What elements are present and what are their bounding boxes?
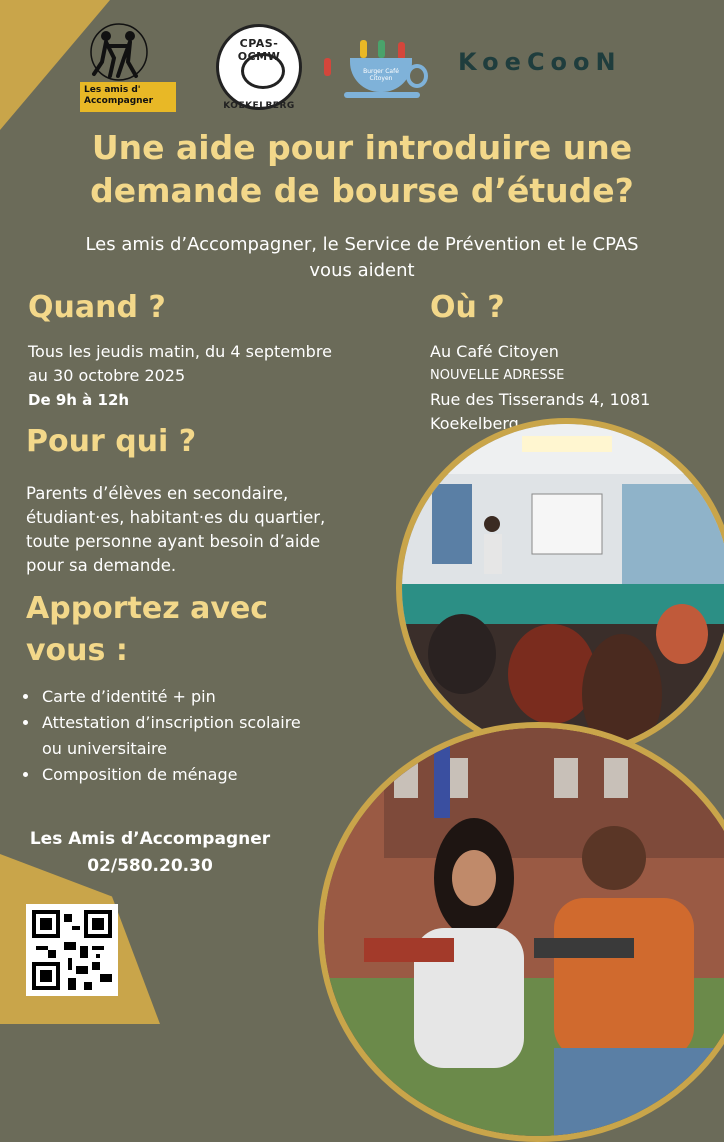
- list-item: • Carte d’identité + pin: [40, 684, 301, 710]
- bring-list: [18, 684, 301, 788]
- amis-logo-label: Les amis d' Accompagner: [80, 82, 176, 112]
- people-icon: [84, 22, 154, 82]
- students-illustration: [324, 728, 724, 1142]
- cpas-logo: [216, 24, 302, 110]
- where-details: Au Café Citoyen NOUVELLE ADRESSE Rue des Tisserands 4, 1081 Koekelberg: [430, 342, 651, 433]
- amis-accompagner-logo: [80, 22, 176, 112]
- qr-code[interactable]: [26, 904, 118, 996]
- subtitle: Les amis d’Accompagner, le Service de Prévention et le CPAS vous aident: [85, 234, 639, 281]
- qr-code-icon: [32, 910, 112, 990]
- cup-handle-icon: [406, 64, 428, 88]
- list-item: ou universitaire: [42, 739, 168, 758]
- cpas-logo-top: CPAS-OCMW: [237, 37, 281, 63]
- cpas-logo-bottom: KOEKELBERG: [223, 101, 295, 111]
- bring-heading: Apportez avec vous :: [26, 591, 269, 668]
- koecoon-logo: KoeCooN: [458, 48, 622, 76]
- figure-icon: [324, 58, 331, 76]
- when-details: Tous les jeudis matin, du 4 septembre au 30 octobre 2025 De 9h à 12h: [28, 342, 332, 409]
- classroom-illustration: [402, 424, 724, 758]
- contact-block: [0, 826, 300, 880]
- list-item: • Attestation d’inscription scolaire: [40, 710, 301, 736]
- contact-phone: 02/580.20.30: [87, 856, 213, 876]
- figure-icon: [360, 40, 367, 58]
- saucer-icon: [344, 92, 420, 98]
- classroom-photo: [396, 418, 724, 758]
- when-heading: Quand ?: [28, 290, 166, 325]
- who-details: Parents d’élèves en secondaire, étudiant·es, habitant·es du quartier, toute personne ayant besoin d’aide pour sa demande.: [26, 484, 326, 575]
- who-heading: Pour qui ?: [26, 424, 197, 459]
- where-heading: Où ?: [430, 290, 505, 325]
- cafe-citoyen-logo: [320, 30, 430, 102]
- figure-icon: [378, 40, 385, 58]
- contact-name: Les Amis d’Accompagner: [29, 829, 271, 849]
- page-title: Une aide pour introduire une demande de bourse d’étude?: [90, 128, 634, 210]
- students-photo: [318, 722, 724, 1142]
- handshake-icon: [241, 53, 285, 89]
- list-item: • Composition de ménage: [40, 762, 301, 788]
- cafe-logo-label: Burger Café Citoyen: [363, 68, 399, 82]
